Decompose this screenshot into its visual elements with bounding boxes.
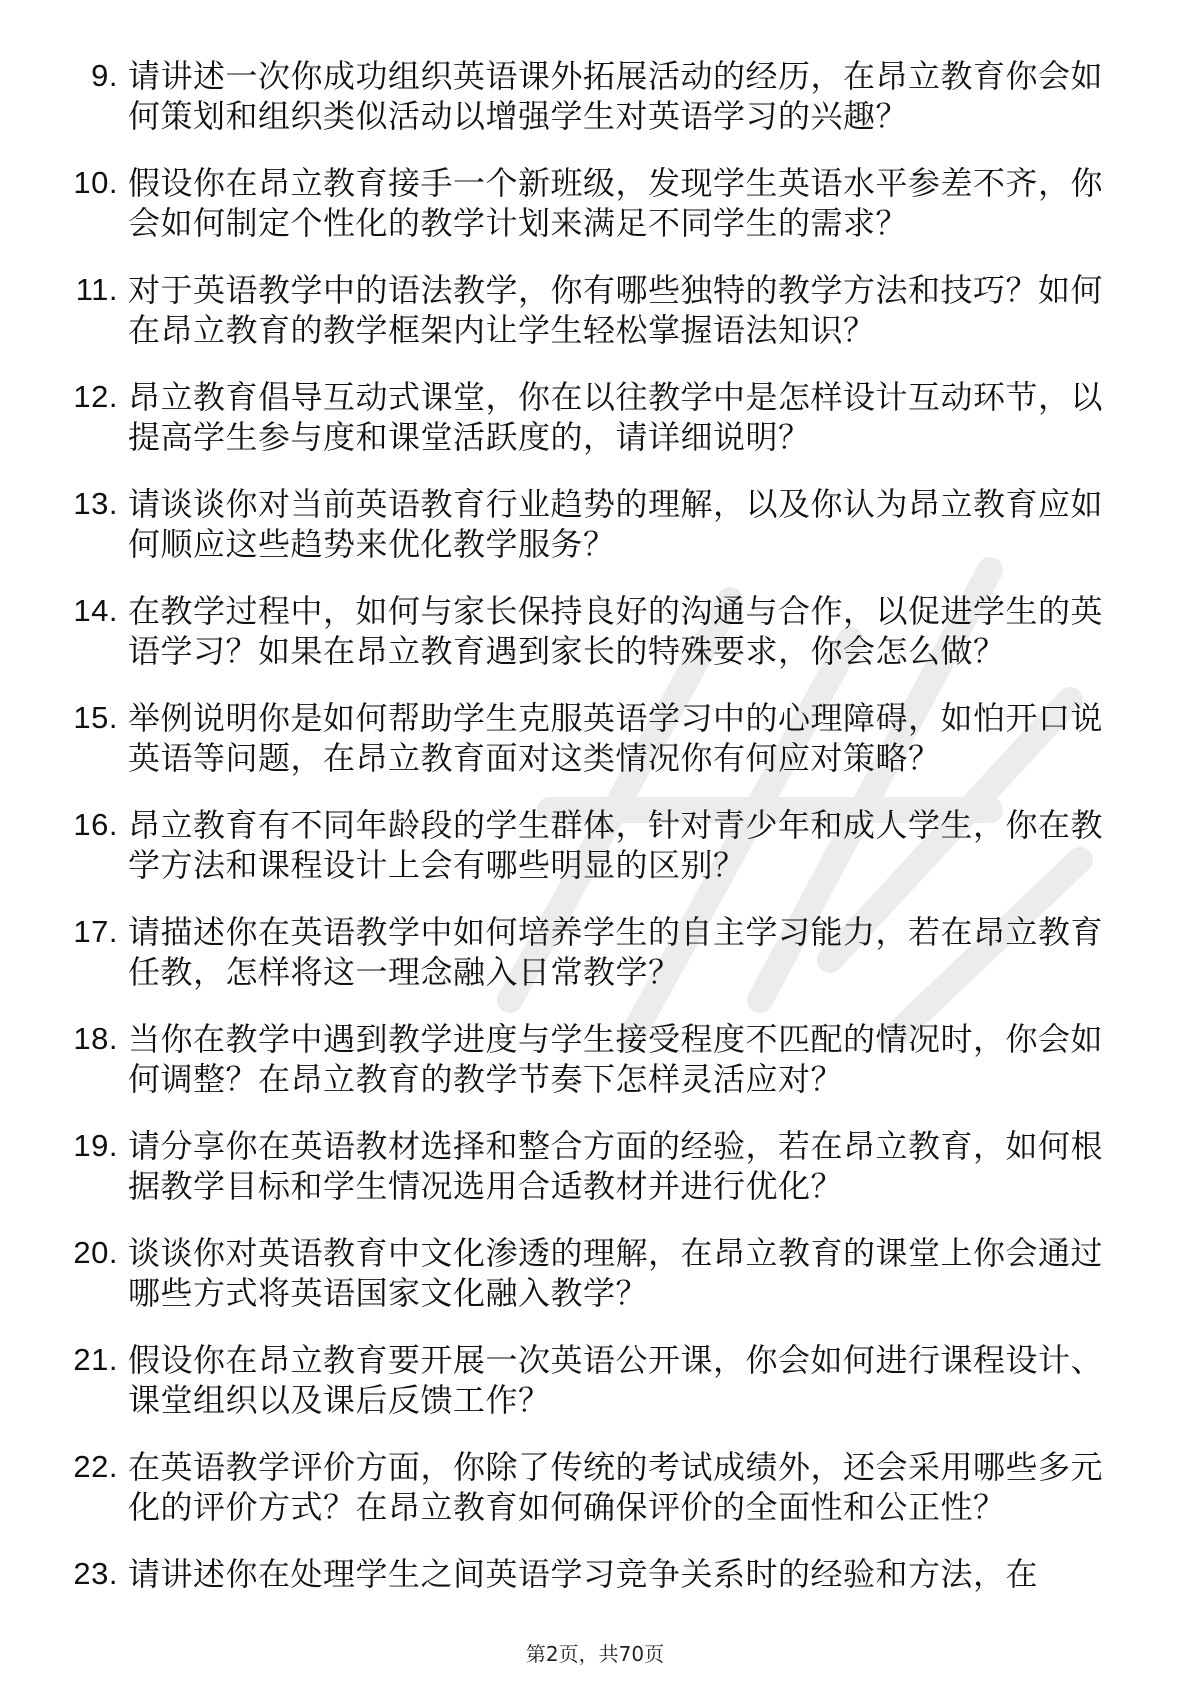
- question-text: 请讲述你在处理学生之间英语学习竞争关系时的经验和方法，在: [128, 1555, 1039, 1593]
- list-item: [62, 1019, 1122, 1099]
- list-item: [62, 1554, 1122, 1594]
- page-footer: 第2页，共70页: [525, 1642, 665, 1666]
- list-item: [62, 698, 1122, 778]
- question-text: 请讲述一次你成功组织英语课外拓展活动的经历，在昂立教育你会如何策划和组织类似活动以增强学生对英语学习的兴趣？: [128, 57, 1104, 135]
- list-item: [62, 270, 1122, 350]
- question-number: 14.: [73, 593, 118, 628]
- question-number: 17.: [73, 914, 118, 949]
- question-number: 15.: [73, 700, 118, 735]
- list-item: [62, 1126, 1122, 1206]
- list-item: [62, 163, 1122, 243]
- question-number: 16.: [73, 807, 118, 842]
- question-number: 18.: [73, 1021, 118, 1056]
- question-text: 假设你在昂立教育要开展一次英语公开课，你会如何进行课程设计、课堂组织以及课后反馈工作？: [128, 1341, 1104, 1419]
- list-item: [62, 1233, 1122, 1313]
- question-number: 9.: [91, 58, 118, 93]
- question-text: 假设你在昂立教育接手一个新班级，发现学生英语水平参差不齐，你会如何制定个性化的教学计划来满足不同学生的需求？: [128, 164, 1104, 242]
- list-item: [62, 1340, 1122, 1420]
- question-text: 当你在教学中遇到教学进度与学生接受程度不匹配的情况时，你会如何调整？在昂立教育的教学节奏下怎样灵活应对？: [128, 1020, 1104, 1098]
- list-item: [62, 484, 1122, 564]
- question-text: 在教学过程中，如何与家长保持良好的沟通与合作，以促进学生的英语学习？如果在昂立教育遇到家长的特殊要求，你会怎么做？: [128, 592, 1104, 670]
- question-text: 昂立教育倡导互动式课堂，你在以往教学中是怎样设计互动环节，以提高学生参与度和课堂活跃度的，请详细说明？: [128, 378, 1104, 456]
- question-text: 在英语教学评价方面，你除了传统的考试成绩外，还会采用哪些多元化的评价方式？在昂立教育如何确保评价的全面性和公正性？: [128, 1448, 1104, 1526]
- question-number: 10.: [73, 165, 118, 200]
- question-number: 19.: [73, 1128, 118, 1163]
- question-text: 请分享你在英语教材选择和整合方面的经验，若在昂立教育，如何根据教学目标和学生情况选用合适教材并进行优化？: [128, 1127, 1104, 1205]
- list-item: [62, 805, 1122, 885]
- question-number: 12.: [73, 379, 118, 414]
- question-text: 请描述你在英语教学中如何培养学生的自主学习能力，若在昂立教育任教，怎样将这一理念融入日常教学？: [128, 913, 1104, 991]
- question-text: 谈谈你对英语教育中文化渗透的理解，在昂立教育的课堂上你会通过哪些方式将英语国家文化融入教学？: [128, 1234, 1104, 1312]
- question-number: 23.: [73, 1556, 118, 1591]
- question-text: 对于英语教学中的语法教学，你有哪些独特的教学方法和技巧？如何在昂立教育的教学框架内让学生轻松掌握语法知识？: [128, 271, 1104, 349]
- list-item: [62, 912, 1122, 992]
- list-item: [62, 377, 1122, 457]
- question-text: 举例说明你是如何帮助学生克服英语学习中的心理障碍，如怕开口说英语等问题，在昂立教育面对这类情况你有何应对策略？: [128, 699, 1104, 777]
- list-item: [62, 1447, 1122, 1527]
- list-item: [62, 591, 1122, 671]
- question-number: 20.: [73, 1235, 118, 1270]
- question-number: 13.: [73, 486, 118, 521]
- question-text: 昂立教育有不同年龄段的学生群体，针对青少年和成人学生，你在教学方法和课程设计上会有哪些明显的区别？: [128, 806, 1104, 884]
- question-number: 11.: [75, 272, 118, 307]
- question-text: 请谈谈你对当前英语教育行业趋势的理解，以及你认为昂立教育应如何顺应这些趋势来优化教学服务？: [128, 485, 1104, 563]
- list-item: [62, 56, 1122, 136]
- question-number: 22.: [73, 1449, 118, 1484]
- question-number: 21.: [73, 1342, 118, 1377]
- question-list: [62, 56, 1122, 1621]
